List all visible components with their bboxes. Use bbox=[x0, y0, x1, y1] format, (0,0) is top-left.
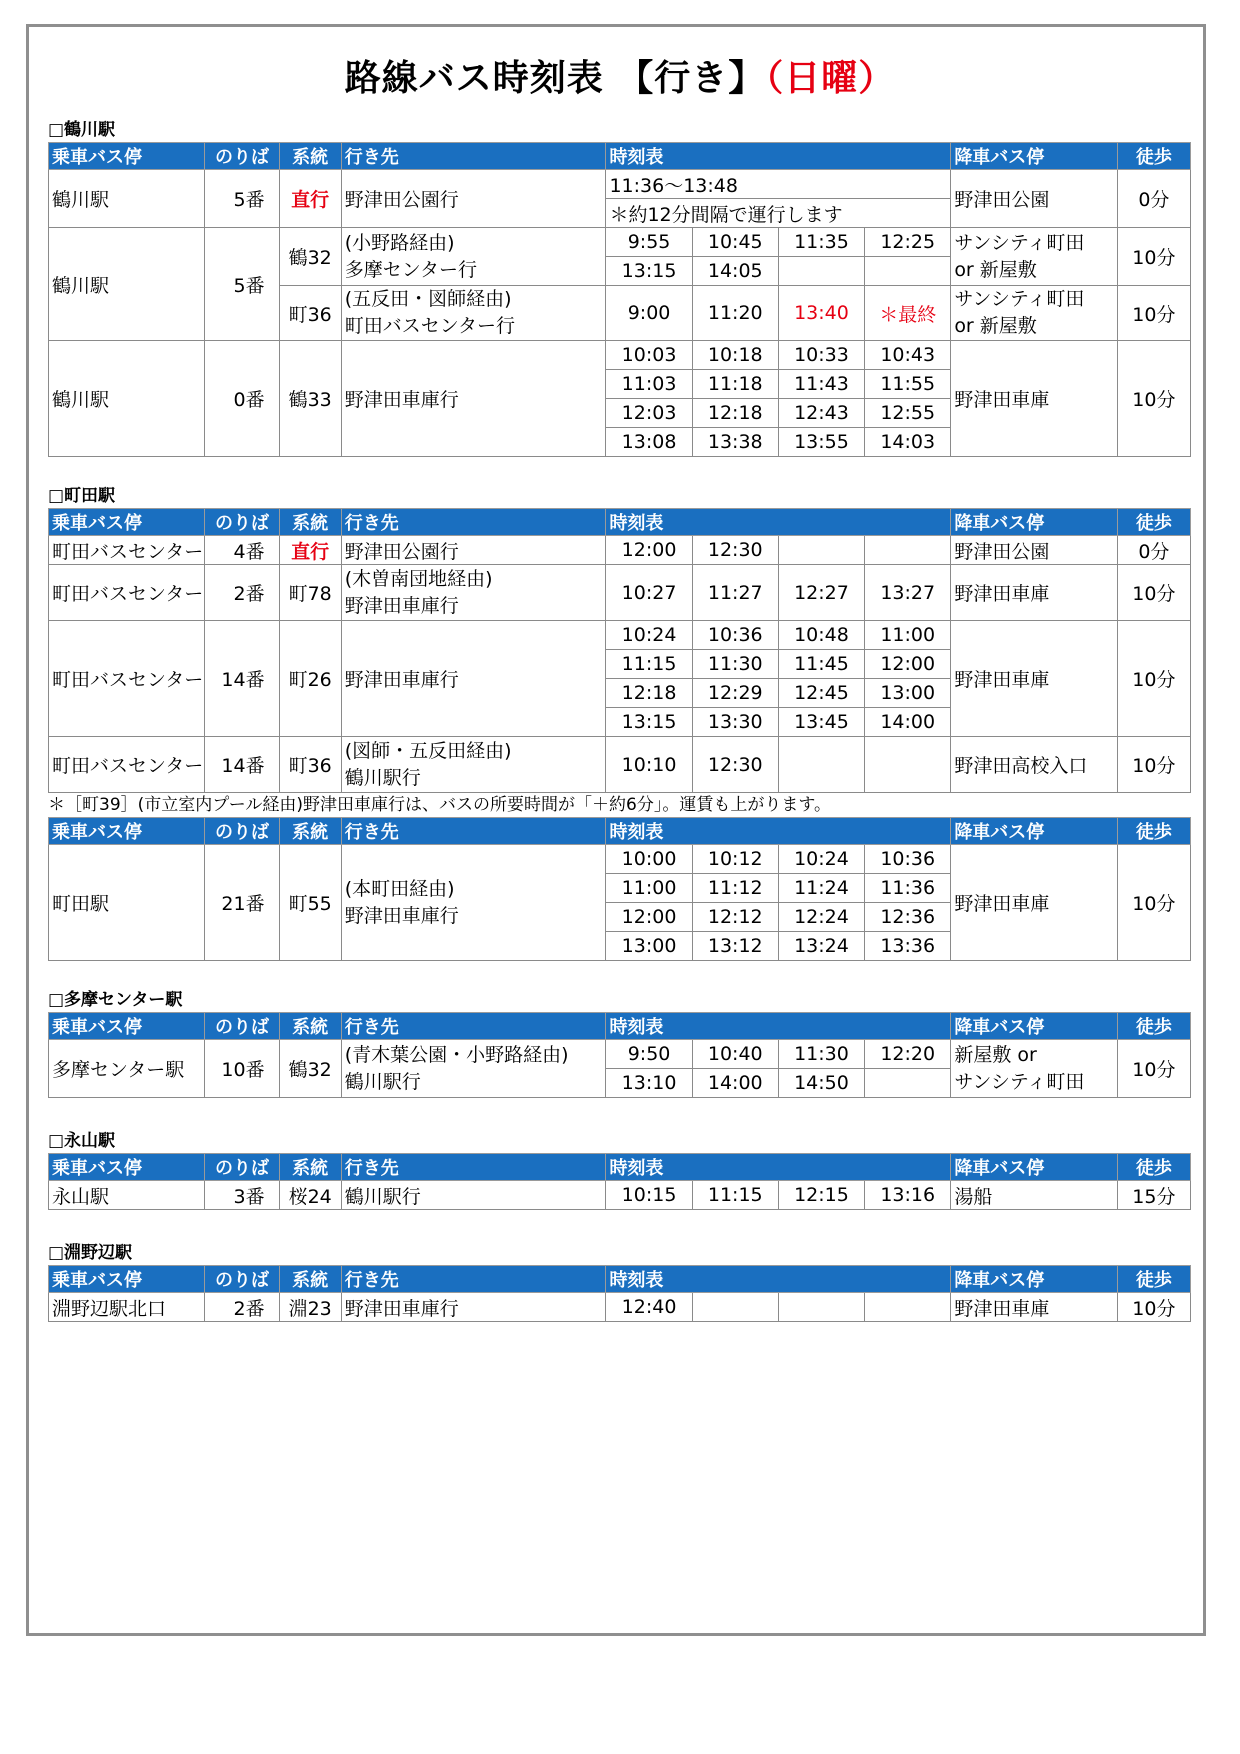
time-cell-last: 13:40 bbox=[778, 286, 864, 341]
route-cell: 町78 bbox=[279, 565, 341, 621]
time-cell: 12:24 bbox=[778, 903, 864, 932]
section-title: □永山駅 bbox=[48, 1131, 116, 1151]
header-walk: 徒歩 bbox=[1117, 143, 1190, 170]
dest-cell: 鶴川駅行 bbox=[341, 1181, 606, 1210]
stop-cell: 永山駅 bbox=[49, 1181, 205, 1210]
time-cell: 11:15 bbox=[606, 650, 692, 679]
platform-cell: 5番 bbox=[205, 228, 279, 341]
section-title: □町田駅 bbox=[48, 486, 116, 506]
time-cell: 13:30 bbox=[692, 708, 778, 737]
page-title bbox=[0, 50, 1240, 101]
header-dest: 行き先 bbox=[341, 818, 606, 845]
header-platform: のりば bbox=[205, 1013, 279, 1040]
time-cell bbox=[778, 257, 864, 286]
dest-cell bbox=[341, 286, 606, 341]
route-cell: 直行 bbox=[279, 170, 341, 228]
section-machida bbox=[48, 484, 1191, 961]
time-cell: 12:00 bbox=[606, 536, 692, 565]
header-stop: 乗車バス停 bbox=[49, 509, 205, 536]
header-dest: 行き先 bbox=[341, 509, 606, 536]
alight-cell: 野津田公園 bbox=[951, 536, 1117, 565]
dest-cell bbox=[341, 737, 606, 793]
header-walk: 徒歩 bbox=[1117, 1266, 1190, 1293]
stop-cell: 鶴川駅 bbox=[49, 228, 205, 341]
time-cell: 13:27 bbox=[865, 565, 951, 621]
time-cell bbox=[865, 1069, 951, 1098]
time-cell: 10:24 bbox=[606, 621, 692, 650]
table-row bbox=[49, 1293, 1191, 1322]
time-cell: 12:29 bbox=[692, 679, 778, 708]
header-walk: 徒歩 bbox=[1117, 509, 1190, 536]
time-cell: 10:43 bbox=[865, 341, 951, 370]
table-row bbox=[49, 536, 1191, 565]
time-cell: 12:12 bbox=[692, 903, 778, 932]
stop-cell: 多摩センター駅 bbox=[49, 1040, 205, 1098]
dest-via: (青木葉公園・小野路経由) bbox=[344, 1043, 569, 1066]
section-fuchinobe bbox=[48, 1241, 1191, 1322]
timetable-tsurukawa bbox=[48, 142, 1191, 457]
header-alight: 降車バス停 bbox=[951, 1266, 1117, 1293]
header-stop: 乗車バス停 bbox=[49, 1266, 205, 1293]
time-cell: 10:27 bbox=[606, 565, 692, 621]
time-cell: 12:20 bbox=[865, 1040, 951, 1069]
time-cell: 11:36 bbox=[865, 874, 951, 903]
header-platform: のりば bbox=[205, 509, 279, 536]
time-cell bbox=[778, 737, 864, 793]
walk-cell: 10分 bbox=[1117, 228, 1190, 286]
walk-cell: 10分 bbox=[1117, 621, 1190, 737]
time-cell: 10:12 bbox=[692, 845, 778, 874]
walk-cell: 0分 bbox=[1117, 170, 1190, 228]
table-row bbox=[49, 341, 1191, 370]
route-cell: 淵23 bbox=[279, 1293, 341, 1322]
header-timetable: 時刻表 bbox=[606, 143, 951, 170]
time-cell: 12:18 bbox=[692, 399, 778, 428]
dest-name: 町田バスセンター行 bbox=[344, 315, 515, 337]
alight-cell: 野津田車庫 bbox=[951, 621, 1117, 737]
alight-cell: 野津田車庫 bbox=[951, 1293, 1117, 1322]
alight-line: サンシティ町田 bbox=[954, 1070, 1085, 1093]
time-cell: 11:00 bbox=[606, 874, 692, 903]
alight-line: サンシティ町田 bbox=[954, 288, 1085, 310]
time-cell: 11:24 bbox=[778, 874, 864, 903]
time-cell: 13:15 bbox=[606, 257, 692, 286]
header-timetable: 時刻表 bbox=[606, 1266, 951, 1293]
stop-cell: 鶴川駅 bbox=[49, 170, 205, 228]
time-cell: 10:40 bbox=[692, 1040, 778, 1069]
platform-cell: 2番 bbox=[205, 1293, 279, 1322]
header-route: 系統 bbox=[279, 1154, 341, 1181]
walk-cell: 15分 bbox=[1117, 1181, 1190, 1210]
alight-cell: 野津田車庫 bbox=[951, 845, 1117, 961]
header-platform: のりば bbox=[205, 1154, 279, 1181]
time-cell: 10:03 bbox=[606, 341, 692, 370]
time-cell: 10:15 bbox=[606, 1181, 692, 1210]
platform-cell: 5番 bbox=[205, 170, 279, 228]
alight-cell: 野津田公園 bbox=[951, 170, 1117, 228]
platform-cell: 4番 bbox=[205, 536, 279, 565]
alight-cell: 野津田車庫 bbox=[951, 565, 1117, 621]
dest-cell: 野津田車庫行 bbox=[341, 341, 606, 457]
time-cell: 10:33 bbox=[778, 341, 864, 370]
time-cell: 10:36 bbox=[692, 621, 778, 650]
time-cell: 11:00 bbox=[865, 621, 951, 650]
section-tama-center bbox=[48, 988, 1191, 1098]
header-route: 系統 bbox=[279, 143, 341, 170]
header-dest: 行き先 bbox=[341, 143, 606, 170]
time-cell: 12:00 bbox=[865, 650, 951, 679]
header-route: 系統 bbox=[279, 818, 341, 845]
header-walk: 徒歩 bbox=[1117, 1013, 1190, 1040]
time-cell: 11:30 bbox=[778, 1040, 864, 1069]
time-cell: 12:43 bbox=[778, 399, 864, 428]
section-tsurukawa bbox=[48, 118, 1191, 457]
last-bus-note: ＊最終 bbox=[865, 286, 951, 341]
time-cell: 10:48 bbox=[778, 621, 864, 650]
time-cell: 10:00 bbox=[606, 845, 692, 874]
table-header bbox=[49, 1013, 1191, 1040]
header-dest: 行き先 bbox=[341, 1013, 606, 1040]
time-cell bbox=[865, 257, 951, 286]
header-platform: のりば bbox=[205, 143, 279, 170]
header-stop: 乗車バス停 bbox=[49, 143, 205, 170]
walk-cell: 10分 bbox=[1117, 1293, 1190, 1322]
header-alight: 降車バス停 bbox=[951, 1154, 1117, 1181]
time-cell: 12:18 bbox=[606, 679, 692, 708]
title-sub: （日曜） bbox=[765, 58, 896, 99]
section-title: □多摩センター駅 bbox=[48, 990, 183, 1010]
dest-name: 野津田車庫行 bbox=[344, 904, 459, 927]
dest-name: 野津田車庫行 bbox=[344, 594, 459, 617]
dest-via: (小野路経由) bbox=[344, 231, 455, 254]
alight-cell bbox=[951, 286, 1117, 341]
timetable-nagayama bbox=[48, 1153, 1191, 1210]
route-cell: 町55 bbox=[279, 845, 341, 961]
table-row bbox=[49, 1040, 1191, 1069]
time-cell: 14:00 bbox=[692, 1069, 778, 1098]
time-cell: 14:50 bbox=[778, 1069, 864, 1098]
time-cell: 11:35 bbox=[778, 228, 864, 257]
route-cell: 鶴32 bbox=[279, 1040, 341, 1098]
dest-cell: 野津田車庫行 bbox=[341, 621, 606, 737]
time-cell: 12:30 bbox=[692, 737, 778, 793]
time-cell bbox=[865, 1293, 951, 1322]
dest-cell: 野津田公園行 bbox=[341, 170, 606, 228]
time-cell bbox=[692, 1293, 778, 1322]
time-cell: 13:00 bbox=[865, 679, 951, 708]
time-cell: 11:30 bbox=[692, 650, 778, 679]
time-cell: 11:15 bbox=[692, 1181, 778, 1210]
time-cell: 13:55 bbox=[778, 428, 864, 457]
table-row bbox=[49, 737, 1191, 793]
alight-line: 新屋敷 or bbox=[954, 1043, 1037, 1066]
table-header bbox=[49, 509, 1191, 536]
alight-cell: 野津田高校入口 bbox=[951, 737, 1117, 793]
time-cell: 10:10 bbox=[606, 737, 692, 793]
time-cell: 12:40 bbox=[606, 1293, 692, 1322]
dest-cell: 野津田車庫行 bbox=[341, 1293, 606, 1322]
time-range-cell: 11:36～13:48 bbox=[606, 170, 951, 199]
time-cell: 11:55 bbox=[865, 370, 951, 399]
header-platform: のりば bbox=[205, 1266, 279, 1293]
table-row bbox=[49, 1181, 1191, 1210]
header-route: 系統 bbox=[279, 1013, 341, 1040]
time-cell bbox=[865, 737, 951, 793]
route-cell: 桜24 bbox=[279, 1181, 341, 1210]
table-row bbox=[49, 565, 1191, 621]
platform-cell: 21番 bbox=[205, 845, 279, 961]
header-dest: 行き先 bbox=[341, 1154, 606, 1181]
dest-cell bbox=[341, 1040, 606, 1098]
header-walk: 徒歩 bbox=[1117, 818, 1190, 845]
time-cell: 13:38 bbox=[692, 428, 778, 457]
table-row bbox=[49, 170, 1191, 199]
alight-line: or 新屋敷 bbox=[954, 315, 1037, 337]
section-nagayama bbox=[48, 1129, 1191, 1210]
time-cell: 13:10 bbox=[606, 1069, 692, 1098]
timetable-machida bbox=[48, 508, 1191, 793]
time-cell: 10:45 bbox=[692, 228, 778, 257]
dest-cell: 野津田公園行 bbox=[341, 536, 606, 565]
time-cell: 10:36 bbox=[865, 845, 951, 874]
header-stop: 乗車バス停 bbox=[49, 818, 205, 845]
stop-cell: 淵野辺駅北口 bbox=[49, 1293, 205, 1322]
dest-cell bbox=[341, 845, 606, 961]
platform-cell: 0番 bbox=[205, 341, 279, 457]
header-route: 系統 bbox=[279, 509, 341, 536]
header-alight: 降車バス停 bbox=[951, 143, 1117, 170]
time-cell: 14:00 bbox=[865, 708, 951, 737]
platform-cell: 2番 bbox=[205, 565, 279, 621]
section-title: □淵野辺駅 bbox=[48, 1243, 133, 1263]
header-timetable: 時刻表 bbox=[606, 818, 951, 845]
platform-cell: 10番 bbox=[205, 1040, 279, 1098]
stop-cell: 町田バスセンター bbox=[49, 536, 205, 565]
title-main: 路線バス時刻表 【行き】 bbox=[344, 58, 766, 99]
walk-cell: 10分 bbox=[1117, 286, 1190, 341]
time-cell: 12:27 bbox=[778, 565, 864, 621]
table-header bbox=[49, 818, 1191, 845]
platform-cell: 14番 bbox=[205, 737, 279, 793]
time-cell: 13:36 bbox=[865, 932, 951, 961]
walk-cell: 10分 bbox=[1117, 737, 1190, 793]
header-alight: 降車バス停 bbox=[951, 509, 1117, 536]
route-cell: 鶴33 bbox=[279, 341, 341, 457]
header-stop: 乗車バス停 bbox=[49, 1154, 205, 1181]
alight-cell bbox=[951, 228, 1117, 286]
stop-cell: 町田バスセンター bbox=[49, 621, 205, 737]
time-cell: 12:36 bbox=[865, 903, 951, 932]
time-cell: 13:00 bbox=[606, 932, 692, 961]
alight-cell: 野津田車庫 bbox=[951, 341, 1117, 457]
timetable-machida-station bbox=[48, 817, 1191, 961]
time-cell: 11:12 bbox=[692, 874, 778, 903]
header-timetable: 時刻表 bbox=[606, 509, 951, 536]
time-cell: 14:05 bbox=[692, 257, 778, 286]
alight-line: or 新屋敷 bbox=[954, 258, 1037, 281]
platform-cell: 3番 bbox=[205, 1181, 279, 1210]
dest-name: 鶴川駅行 bbox=[344, 1070, 421, 1093]
time-cell: 12:03 bbox=[606, 399, 692, 428]
route-cell: 鶴32 bbox=[279, 228, 341, 286]
route-note: ＊［町39］(市立室内プール経由)野津田車庫行は、バスの所要時間が「＋約6分」。運賃も上がります。 bbox=[48, 795, 832, 815]
alight-cell: 湯船 bbox=[951, 1181, 1117, 1210]
time-cell: 13:45 bbox=[778, 708, 864, 737]
dest-cell bbox=[341, 565, 606, 621]
table-row bbox=[49, 621, 1191, 650]
time-cell: 9:00 bbox=[606, 286, 692, 341]
time-cell bbox=[865, 536, 951, 565]
dest-via: (五反田・図師経由) bbox=[344, 288, 512, 310]
time-cell: 12:15 bbox=[778, 1181, 864, 1210]
stop-cell: 町田バスセンター bbox=[49, 565, 205, 621]
section-title: □鶴川駅 bbox=[48, 120, 116, 140]
header-timetable: 時刻表 bbox=[606, 1013, 951, 1040]
dest-via: (図師・五反田経由) bbox=[344, 739, 512, 762]
route-cell: 直行 bbox=[279, 536, 341, 565]
table-header bbox=[49, 1266, 1191, 1293]
dest-cell bbox=[341, 228, 606, 286]
time-cell: 13:12 bbox=[692, 932, 778, 961]
header-dest: 行き先 bbox=[341, 1266, 606, 1293]
header-stop: 乗車バス停 bbox=[49, 1013, 205, 1040]
header-route: 系統 bbox=[279, 1266, 341, 1293]
route-cell: 町36 bbox=[279, 737, 341, 793]
route-cell: 町36 bbox=[279, 286, 341, 341]
table-header bbox=[49, 143, 1191, 170]
time-cell: 9:55 bbox=[606, 228, 692, 257]
alight-line: サンシティ町田 bbox=[954, 231, 1085, 254]
timetable-fuchinobe bbox=[48, 1265, 1191, 1322]
route-cell: 町26 bbox=[279, 621, 341, 737]
dest-via: (本町田経由) bbox=[344, 877, 455, 900]
header-timetable: 時刻表 bbox=[606, 1154, 951, 1181]
header-walk: 徒歩 bbox=[1117, 1154, 1190, 1181]
time-cell: 12:00 bbox=[606, 903, 692, 932]
time-cell: 13:15 bbox=[606, 708, 692, 737]
dest-via: (木曽南団地経由) bbox=[344, 567, 493, 590]
time-cell bbox=[778, 536, 864, 565]
header-alight: 降車バス停 bbox=[951, 818, 1117, 845]
stop-cell: 鶴川駅 bbox=[49, 341, 205, 457]
time-cell bbox=[778, 1293, 864, 1322]
time-cell: 12:55 bbox=[865, 399, 951, 428]
header-alight: 降車バス停 bbox=[951, 1013, 1117, 1040]
time-cell: 12:30 bbox=[692, 536, 778, 565]
dest-name: 鶴川駅行 bbox=[344, 766, 421, 789]
table-header bbox=[49, 1154, 1191, 1181]
time-cell: 13:08 bbox=[606, 428, 692, 457]
time-cell: 12:45 bbox=[778, 679, 864, 708]
time-cell: 11:45 bbox=[778, 650, 864, 679]
alight-cell bbox=[951, 1040, 1117, 1098]
time-cell: 12:25 bbox=[865, 228, 951, 257]
time-cell: 10:24 bbox=[778, 845, 864, 874]
timetable-tama-center bbox=[48, 1012, 1191, 1098]
stop-cell: 町田バスセンター bbox=[49, 737, 205, 793]
time-cell: 13:16 bbox=[865, 1181, 951, 1210]
time-cell: 9:50 bbox=[606, 1040, 692, 1069]
time-cell: 11:18 bbox=[692, 370, 778, 399]
time-cell: 11:43 bbox=[778, 370, 864, 399]
walk-cell: 10分 bbox=[1117, 565, 1190, 621]
time-cell: 11:27 bbox=[692, 565, 778, 621]
time-cell: 13:24 bbox=[778, 932, 864, 961]
table-row bbox=[49, 228, 1191, 257]
walk-cell: 10分 bbox=[1117, 1040, 1190, 1098]
dest-name: 多摩センター行 bbox=[344, 258, 477, 281]
header-platform: のりば bbox=[205, 818, 279, 845]
walk-cell: 10分 bbox=[1117, 341, 1190, 457]
platform-cell: 14番 bbox=[205, 621, 279, 737]
time-cell: 11:03 bbox=[606, 370, 692, 399]
walk-cell: 0分 bbox=[1117, 536, 1190, 565]
stop-cell: 町田駅 bbox=[49, 845, 205, 961]
interval-note-cell: ＊約12分間隔で運行します bbox=[606, 199, 951, 228]
time-cell: 14:03 bbox=[865, 428, 951, 457]
time-cell: 11:20 bbox=[692, 286, 778, 341]
table-row bbox=[49, 845, 1191, 874]
time-cell: 10:18 bbox=[692, 341, 778, 370]
walk-cell: 10分 bbox=[1117, 845, 1190, 961]
